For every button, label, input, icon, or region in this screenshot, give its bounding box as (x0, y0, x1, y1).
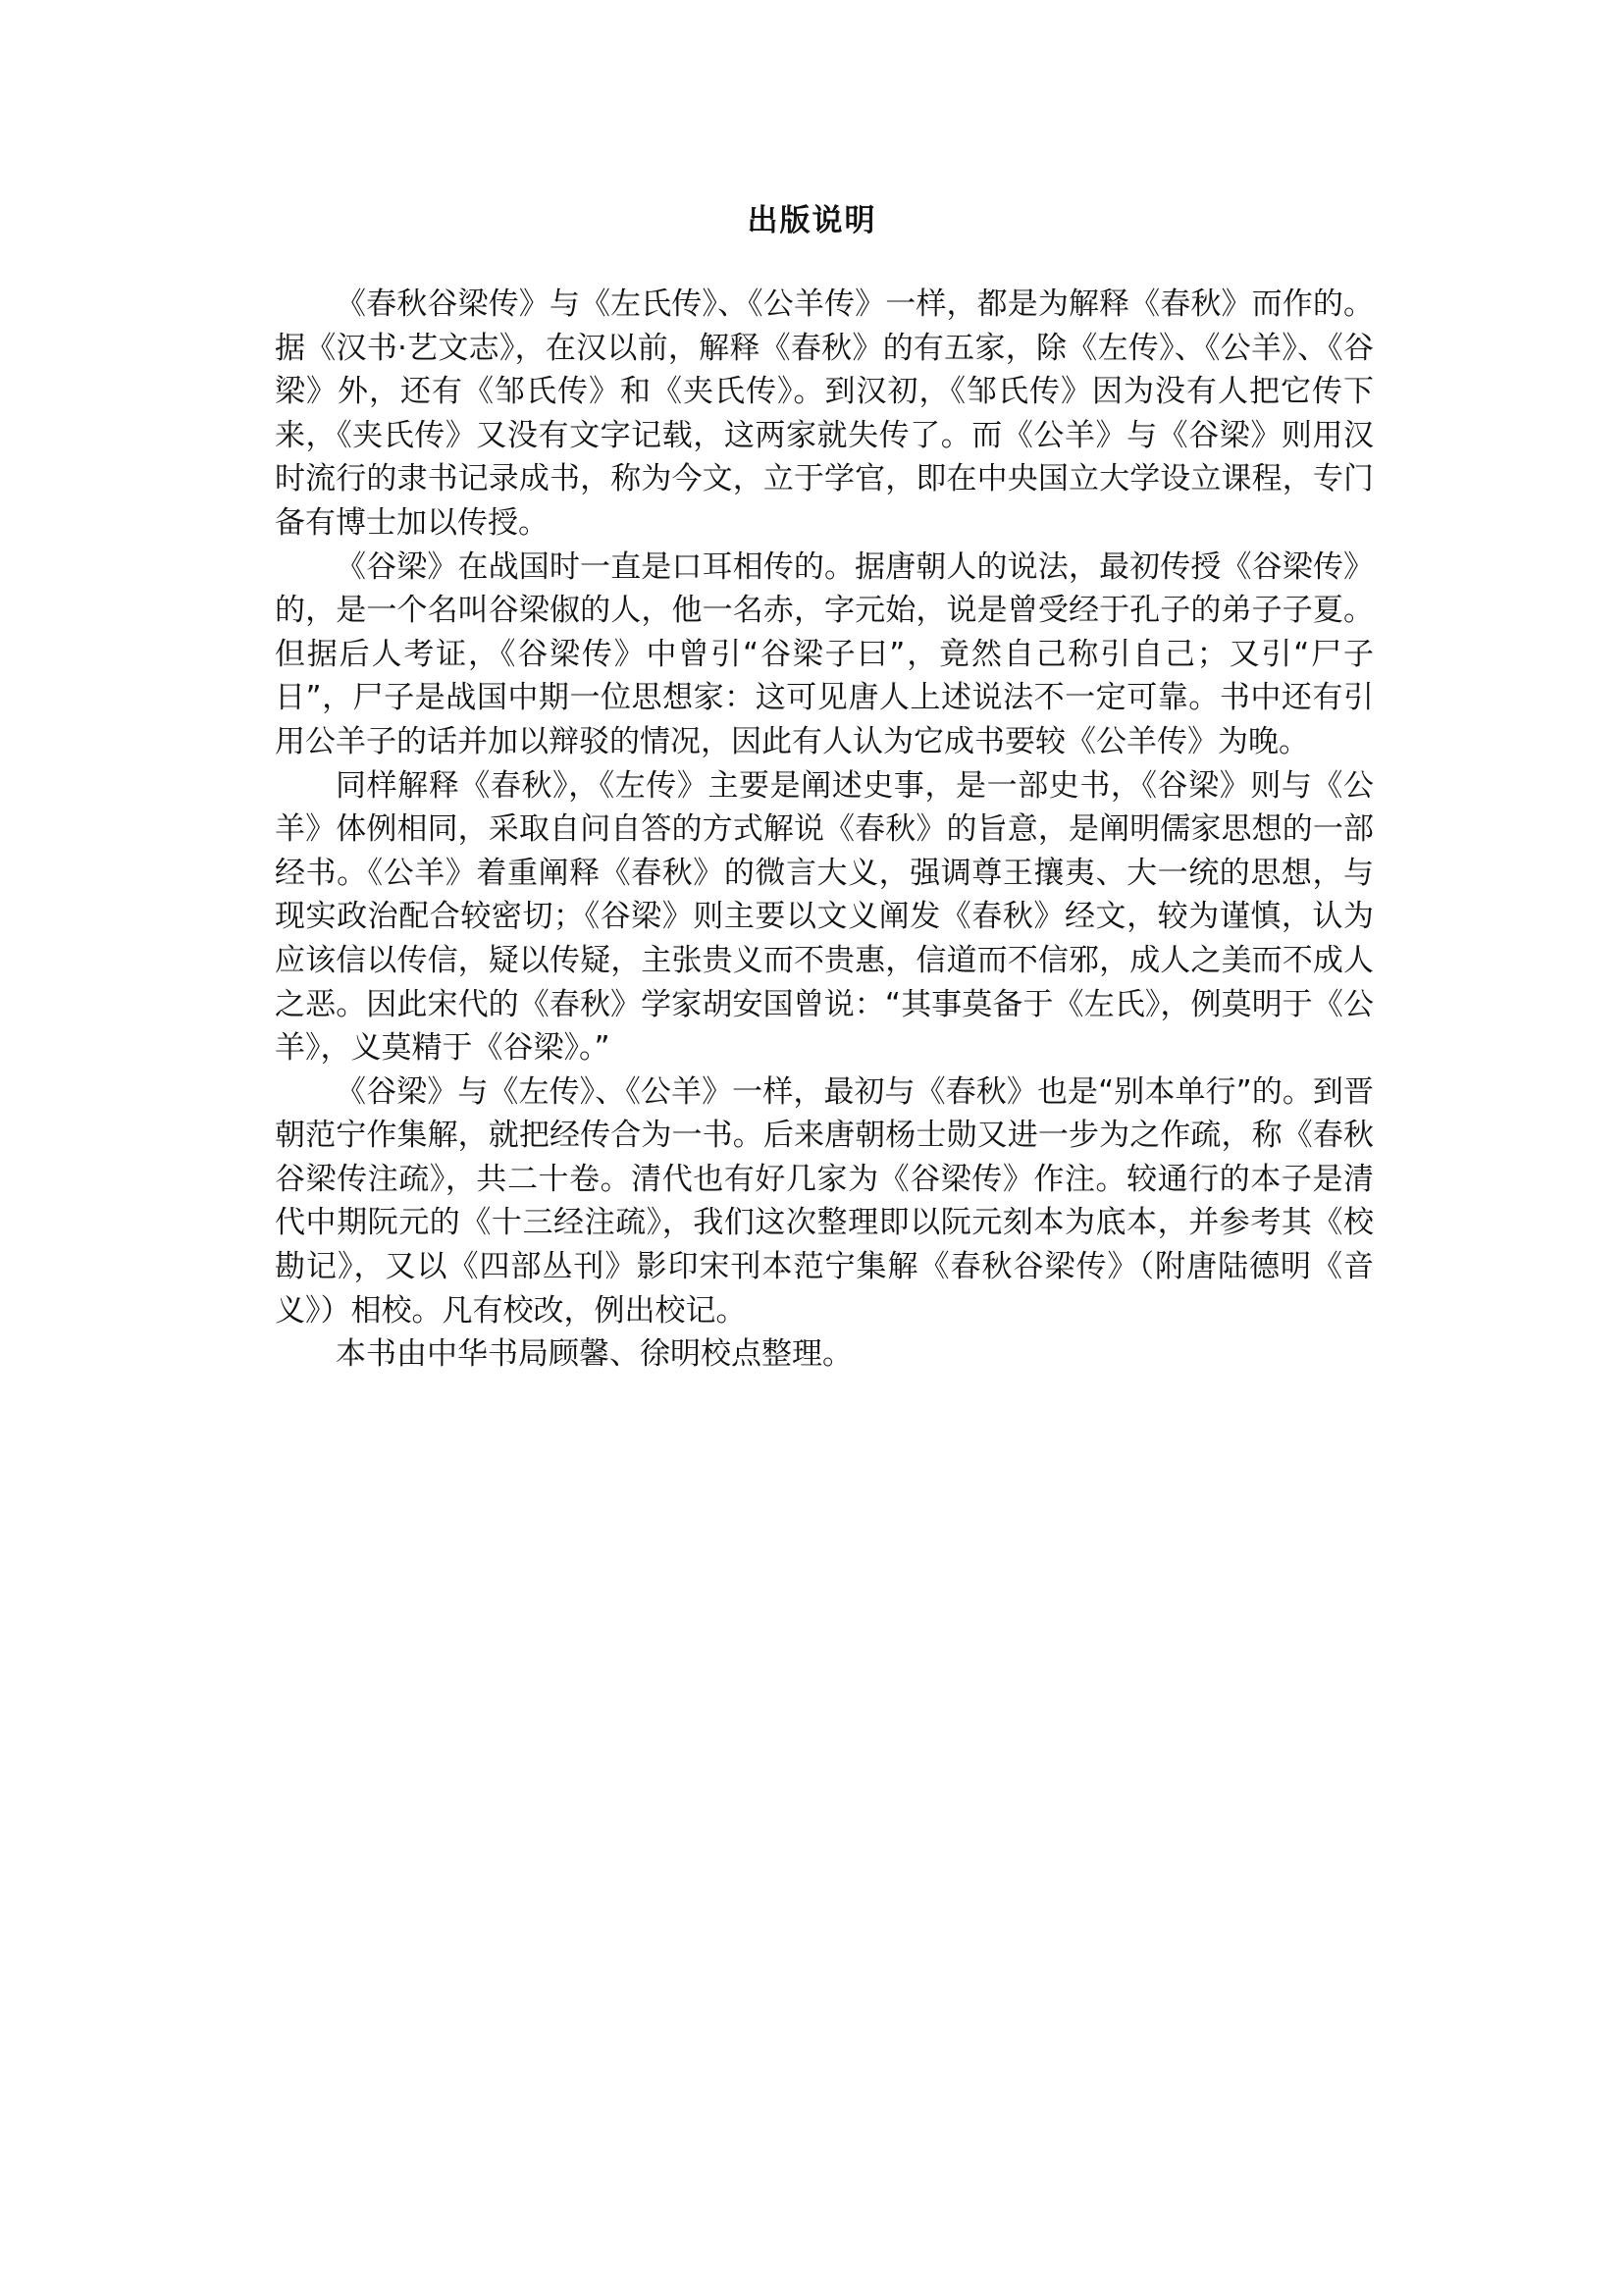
paragraph: 《谷梁》在战国时一直是口耳相传的。据唐朝人的说法，最初传授《谷梁传》的，是一个名叫谷梁俶的人，他一名赤，字元始，说是曾受经于孔子的弟子子夏。但据后人考证，《谷梁传》中曾引“谷梁子曰”，竟然自己称引自己；又引“尸子日”，尸子是战国中期一位思想家：这可见唐人上述说法不一定可靠。书中还有引用公羊子的话并加以辩驳的情况，因此有人认为它成书要较《公羊传》为晚。 (275, 548, 1374, 759)
paragraph: 《谷梁》与《左传》、《公羊》一样，最初与《春秋》也是“别本单行”的。到晋朝范宁作集解，就把经传合为一书。后来唐朝杨士勋又进一步为之作疏，称《春秋谷梁传注疏》，共二十卷。清代也有好几家为《谷梁传》作注。较通行的本子是清代中期阮元的《十三经注疏》，我们这次整理即以阮元刻本为底本，并参考其《校勘记》，又以《四部丛刊》影印宋刊本范宁集解《春秋谷梁传》（附唐陆德明《音义》）相校。凡有校改，例出校记。 (275, 1073, 1374, 1329)
document-body (275, 283, 1374, 1377)
paragraph: 同样解释《春秋》，《左传》主要是阐述史事，是一部史书，《谷梁》则与《公羊》体例相同，采取自问自答的方式解说《春秋》的旨意，是阐明儒家思想的一部经书。《公羊》着重阐释《春秋》的微言大义，强调尊王攘夷、大一统的思想，与现实政治配合较密切；《谷梁》则主要以文义阐发《春秋》经文，较为谨慎，认为应该信以传信，疑以传疑，主张贵义而不贵惠，信道而不信邪，成人之美而不成人之恶。因此宋代的《春秋》学家胡安国曾说：“其事莫备于《左氏》，例莫明于《公羊》，义莫精于《谷梁》。” (275, 767, 1374, 1067)
paragraph: 本书由中华书局顾馨、徐明校点整理。 (336, 1336, 853, 1373)
page-title: 出版说明 (747, 203, 877, 238)
paragraph: 《春秋谷梁传》与《左氏传》、《公羊传》一样，都是为解释《春秋》而作的。据《汉书·艺文志》，在汉以前，解释《春秋》的有五家，除《左传》、《公羊》、《谷梁》外，还有《邹氏传》和《夹氏传》。到汉初，《邹氏传》因为没有人把它传下来，《夹氏传》又没有文字记载，这两家就失传了。而《公羊》与《谷梁》则用汉时流行的隶书记录成书，称为今文，立于学官，即在中央国立大学设立课程，专门备有博士加以传授。 (275, 287, 1374, 541)
